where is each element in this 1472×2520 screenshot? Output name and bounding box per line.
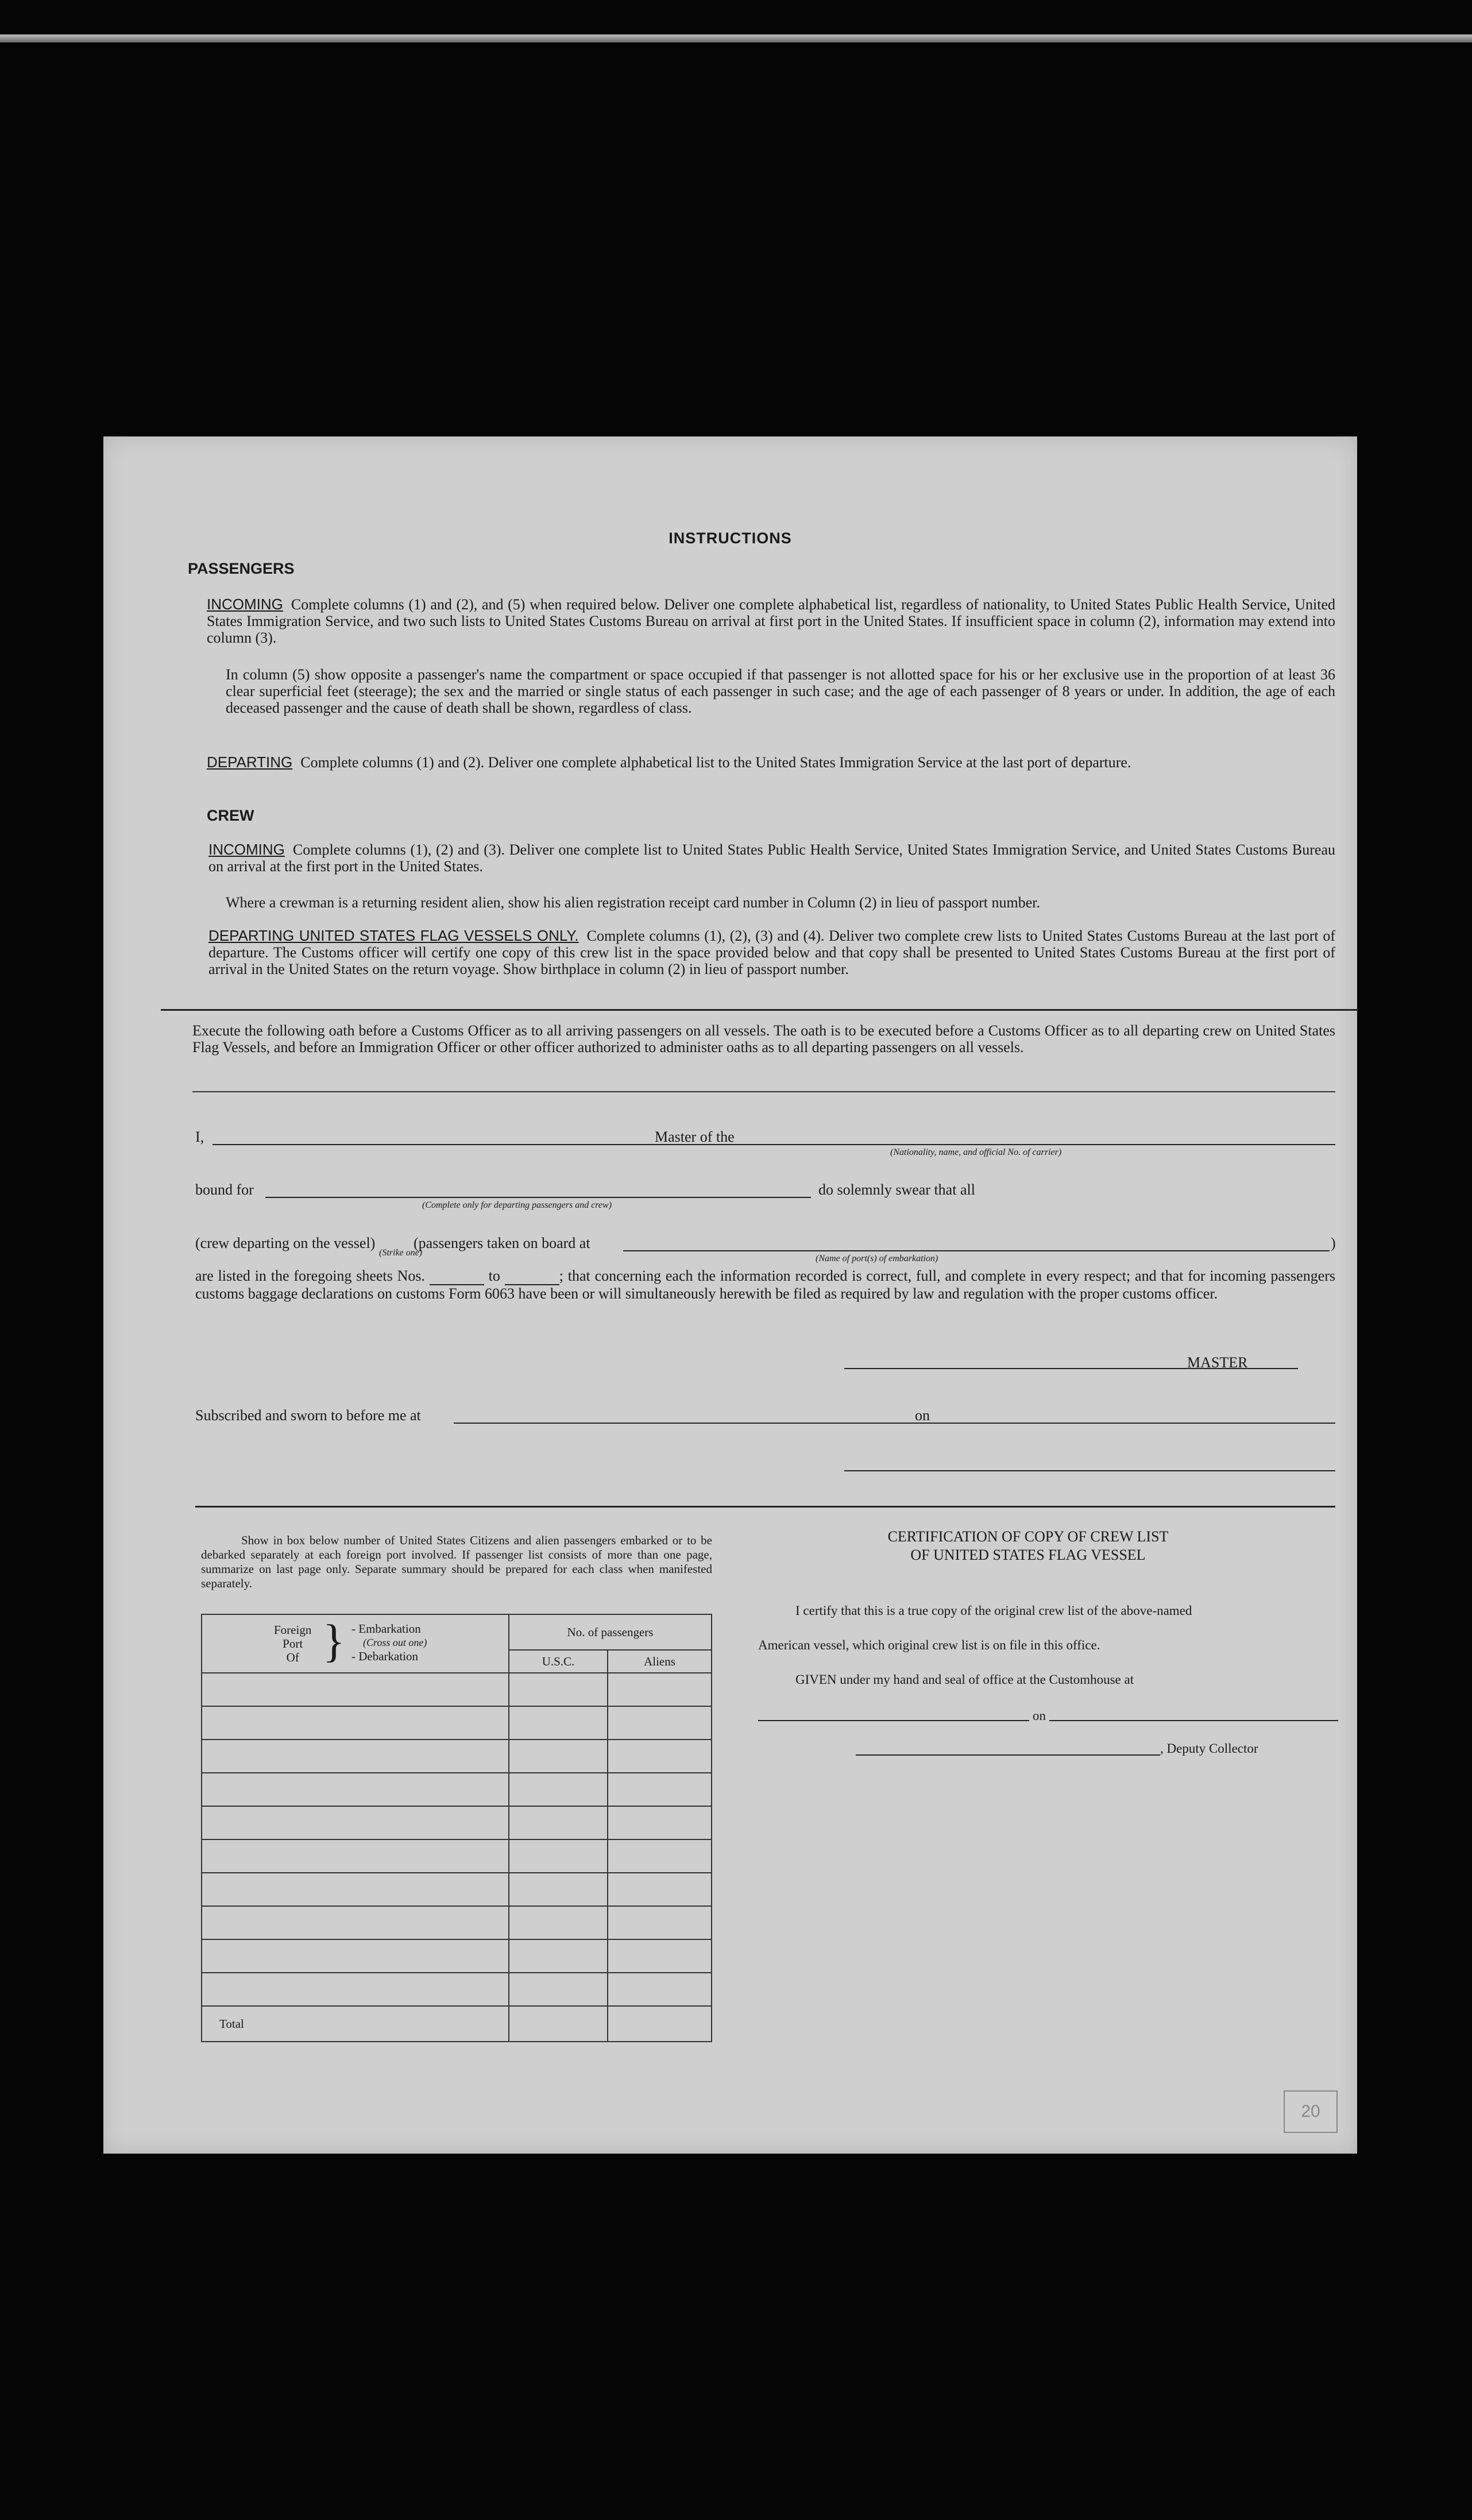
port-cell[interactable] — [202, 1939, 509, 1973]
table-row — [202, 1673, 712, 1706]
sheet-number: 20 — [1284, 2090, 1338, 2133]
oath-i-label: I, — [195, 1128, 204, 1145]
embarkation-ports-field[interactable] — [623, 1250, 1330, 1251]
foreign-label: Foreign — [274, 1623, 312, 1637]
crew-incoming-label: INCOMING — [208, 841, 285, 858]
crew-departing-label: DEPARTING UNITED STATES FLAG VESSELS ONLY. — [208, 927, 579, 944]
passengers-heading: PASSENGERS — [188, 560, 295, 577]
crew-incoming-paragraph — [208, 841, 1335, 875]
crew-departing-paragraph — [208, 927, 1335, 977]
crew-heading: CREW — [207, 807, 254, 824]
aliens-cell[interactable] — [608, 1873, 712, 1906]
passengers-incoming-text: Complete columns (1) and (2), and (5) when required below. Deliver one complete alphabetical list, regardless of nationality, to United States Public Health Service, United States Immigration Service, and two such lists to United States Customs Bureau on arrival at first port in the United States. If insufficient space in column (2), information may extend into column (3). — [207, 596, 1335, 646]
no-passengers-header: No. of passengers — [509, 1614, 712, 1650]
total-row — [202, 2006, 712, 2042]
aliens-header: Aliens — [608, 1650, 712, 1673]
master-label: MASTER — [1187, 1354, 1248, 1371]
port-cell[interactable] — [202, 1973, 509, 2006]
port-cell[interactable] — [202, 1706, 509, 1740]
summary-table — [201, 1614, 712, 2042]
total-aliens-cell[interactable] — [608, 2006, 712, 2042]
listed-prefix: are listed in the foregoing sheets Nos. — [195, 1267, 425, 1284]
passengers-taken-option: (passengers taken on board at — [414, 1235, 590, 1251]
table-row — [202, 1706, 712, 1740]
master-of-label: Master of the — [655, 1128, 735, 1145]
usc-cell[interactable] — [509, 1906, 608, 1939]
port-cell[interactable] — [202, 1773, 509, 1806]
aliens-cell[interactable] — [608, 1806, 712, 1839]
passengers-departing-label: DEPARTING — [207, 753, 293, 771]
crew-departing-text: Complete columns (1), (2), (3) and (4). Deliver two complete crew lists to United States Customs Bureau at the last port of departure. The Customs officer will certify one copy of this crew list in the space provided below and that copy shall be presented to United States Customs Bureau at the first port of arrival in the United States on the return voyage. Show birthplace in column (2) in lieu of passport number. — [208, 927, 1335, 977]
carrier-caption: (Nationality, name, and official No. of carrier) — [890, 1147, 1062, 1157]
passengers-incoming-paragraph — [207, 596, 1335, 646]
close-paren: ) — [1331, 1235, 1336, 1251]
column5-paragraph: In column (5) show opposite a passenger's name the compartment or space occupied if that passenger is not allotted space for his or her exclusive use in the proportion of at least 36 clear superficial feet (steerage); the sex and the married or single status of each passenger in such case; and the age of each passenger of 8 years or under. In addition, the age of each deceased passenger and the cause of death shall be shown, regardless of class. — [226, 666, 1335, 716]
aliens-cell[interactable] — [608, 1673, 712, 1706]
ports-caption: (Name of port(s) of embarkation) — [816, 1254, 938, 1263]
usc-cell[interactable] — [509, 1706, 608, 1740]
deputy-signature-line[interactable] — [856, 1754, 1160, 1756]
table-row — [202, 1773, 712, 1806]
usc-cell[interactable] — [509, 1973, 608, 2006]
form-page — [103, 436, 1357, 2154]
sworn-date-field[interactable] — [933, 1423, 1335, 1424]
lower-divider — [195, 1506, 1335, 1508]
crew-incoming-text: Complete columns (1), (2) and (3). Deliver one complete list to United States Public Health Service, United States Immigration Service, and United States Customs Bureau on arrival at the first port in the United States. — [208, 841, 1335, 875]
crew-resident-paragraph: Where a crewman is a returning resident alien, show his alien registration receipt card number in Column (2) in lieu of passport number. — [226, 894, 1041, 911]
usc-header: U.S.C. — [509, 1650, 608, 1673]
table-row — [202, 1806, 712, 1839]
debarkation-label: - Debarkation — [351, 1649, 419, 1663]
bound-for-caption: (Complete only for departing passengers and crew) — [422, 1200, 612, 1210]
port-cell[interactable] — [202, 1906, 509, 1939]
bound-for-label: bound for — [195, 1181, 254, 1198]
aliens-cell[interactable] — [608, 1740, 712, 1773]
scanner-edge-strip — [0, 34, 1472, 42]
passengers-departing-paragraph — [207, 754, 1335, 771]
to-label: to — [488, 1267, 500, 1284]
swear-text: do solemnly swear that all — [818, 1181, 975, 1198]
certification-body-1: I certify that this is a true copy of the original crew list of the above-named — [795, 1603, 1192, 1618]
certification-title-line1: CERTIFICATION OF COPY OF CREW LIST — [887, 1528, 1169, 1545]
total-label: Total — [202, 2006, 509, 2042]
usc-cell[interactable] — [509, 1773, 608, 1806]
summary-instruction: Show in box below number of United States Citizens and alien passengers embarked or to be debarked separately at each foreign port involved. If passenger list consists of more than one page, summarize on last page only. Separate summary should be prepared for each class when manifested separately. — [201, 1533, 712, 1590]
table-row — [202, 1839, 712, 1873]
certification-title-line2: OF UNITED STATES FLAG VESSEL — [910, 1547, 1146, 1563]
port-cell[interactable] — [202, 1873, 509, 1906]
cross-out-label: (Cross out one) — [363, 1637, 427, 1648]
aliens-cell[interactable] — [608, 1839, 712, 1873]
port-cell[interactable] — [202, 1806, 509, 1839]
total-usc-cell[interactable] — [509, 2006, 608, 2042]
strike-one-caption: (Strike one) — [379, 1248, 423, 1258]
deputy-collector-label: , Deputy Collector — [1160, 1741, 1258, 1756]
passengers-departing-text: Complete columns (1) and (2). Deliver one complete alphabetical list to the United States Immigration Service at the last port of departure. — [300, 754, 1131, 771]
oath-divider — [192, 1091, 1335, 1092]
brace-symbol: } — [323, 1616, 345, 1667]
table-row — [202, 1939, 712, 1973]
sheet-from-field[interactable] — [430, 1267, 484, 1285]
usc-cell[interactable] — [509, 1939, 608, 1973]
section-divider — [161, 1009, 1358, 1011]
aliens-cell[interactable] — [608, 1906, 712, 1939]
sheet-to-field[interactable] — [505, 1267, 559, 1285]
sworn-on-label: on — [915, 1407, 930, 1424]
port-label: Port — [283, 1637, 303, 1651]
aliens-cell[interactable] — [608, 1773, 712, 1806]
embarkation-label: - Embarkation — [351, 1622, 421, 1636]
usc-cell[interactable] — [509, 1873, 608, 1906]
port-cell[interactable] — [202, 1740, 509, 1773]
aliens-cell[interactable] — [608, 1706, 712, 1740]
table-row — [202, 1906, 712, 1939]
usc-cell[interactable] — [509, 1740, 608, 1773]
table-row — [202, 1740, 712, 1773]
port-header-cell — [202, 1614, 509, 1673]
usc-cell[interactable] — [509, 1839, 608, 1873]
crew-departing-option: (crew departing on the vessel) — [195, 1235, 376, 1251]
aliens-cell[interactable] — [608, 1939, 712, 1973]
certification-on-label: on — [1029, 1709, 1049, 1723]
usc-cell[interactable] — [509, 1673, 608, 1706]
table-row — [202, 1973, 712, 2006]
certification-body-2: American vessel, which original crew list is on file in this office. — [758, 1638, 1100, 1652]
port-cell[interactable] — [202, 1673, 509, 1706]
of-label: Of — [286, 1651, 299, 1664]
oath-intro: Execute the following oath before a Customs Officer as to all arriving passengers on all vessels. The oath is to be executed before a Customs Officer as to all departing crew on United States Flag Vessels, and before an Immigration Officer or other officer authorized to administer oaths as to all departing passengers on all vessels. — [192, 1022, 1335, 1056]
subscribed-label: Subscribed and sworn to before me at — [195, 1407, 421, 1424]
passengers-incoming-label: INCOMING — [207, 596, 283, 613]
page-title: INSTRUCTIONS — [669, 529, 792, 547]
certification-title — [741, 1528, 1315, 1564]
certification-given: GIVEN under my hand and seal of office at the Customhouse at — [795, 1672, 1134, 1687]
listed-paragraph — [195, 1267, 1335, 1302]
officer-signature-line[interactable] — [844, 1470, 1335, 1471]
usc-cell[interactable] — [509, 1806, 608, 1839]
bound-for-field[interactable] — [265, 1197, 811, 1198]
aliens-cell[interactable] — [608, 1973, 712, 2006]
listed-text: ; that concerning each the information recorded is correct, full, and complete in every respect; and that for incoming passengers customs baggage declarations on customs Form 6063 have been or will simultaneously herewith be filed as required by law and regulation with the proper customs officer. — [195, 1267, 1336, 1302]
table-row — [202, 1873, 712, 1906]
carrier-field[interactable] — [752, 1144, 1335, 1145]
port-cell[interactable] — [202, 1839, 509, 1873]
